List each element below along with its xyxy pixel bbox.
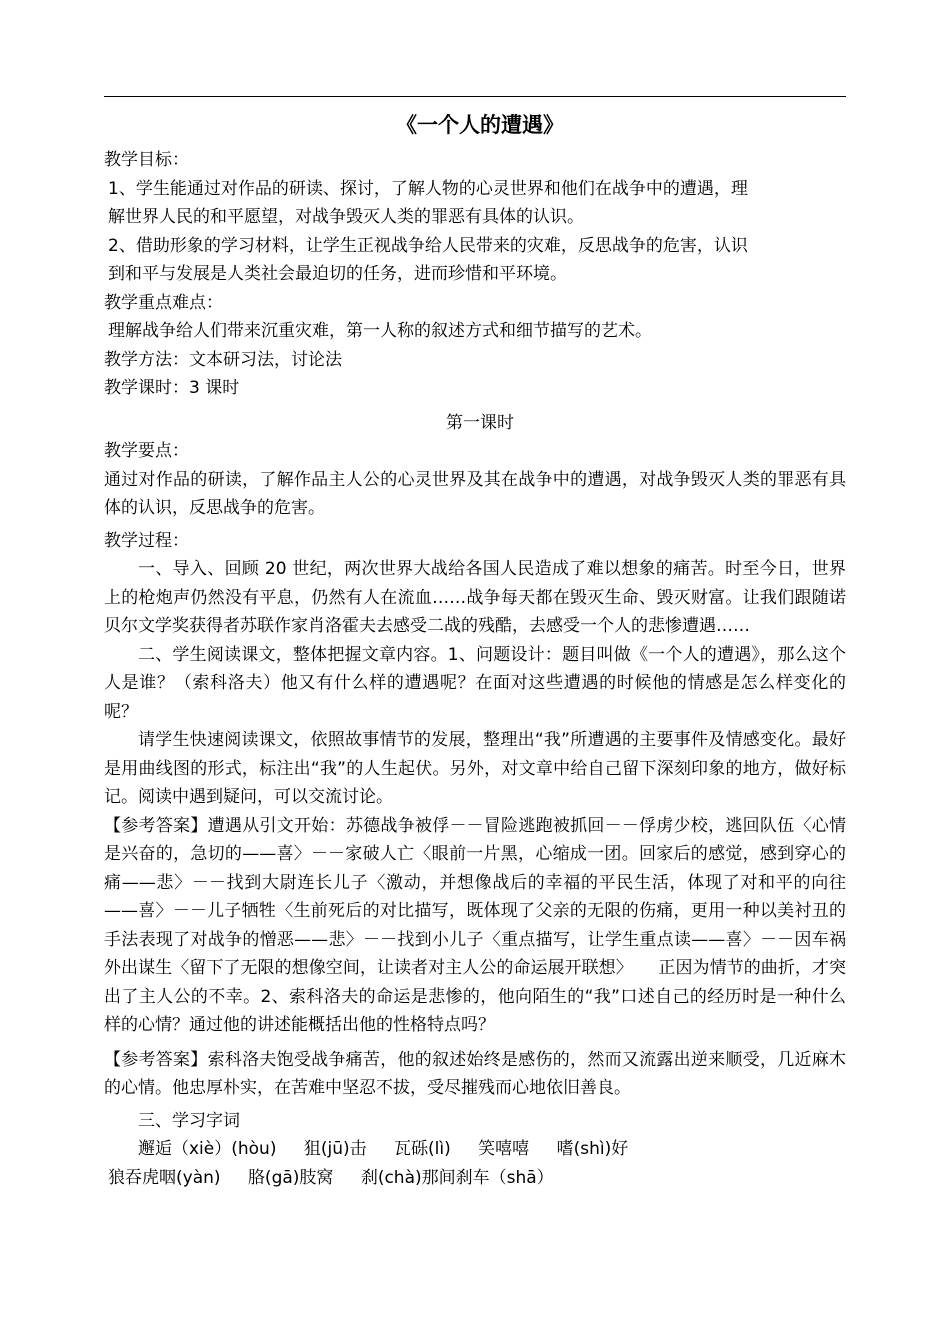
- goal-2-line-2: 到和平与发展是人类社会最迫切的任务，进而珍惜和平环境。: [108, 264, 567, 284]
- document-page: [104, 108, 856, 1192]
- vocab-item: 狼吞虎咽(yàn): [108, 1167, 221, 1188]
- document-title: 《一个人的遭遇》: [396, 112, 564, 137]
- key-points-text: 理解战争给人们带来沉重灾难，第一人称的叙述方式和细节描写的艺术。: [108, 321, 652, 341]
- goal-1-line-1: 1、学生能通过对作品的研读、探讨，了解人物的心灵世界和他们在战争中的遭遇，理: [108, 178, 748, 199]
- step-2-instructions: 请学生快速阅读课文，依照故事情节的发展，整理出“我”所遭遇的主要事件及情感变化。最好是用曲线图的形式，标注出“我”的人生起伏。另外，对文章中给自己留下深刻印象的地方，做好标记。阅读中遇到疑问，可以交流讨论。: [104, 730, 846, 807]
- goal-2-line-1: 2、借助形象的学习材料，让学生正视战争给人民带来的灾难，反思战争的危害，认识: [108, 235, 748, 256]
- step-1-paragraph: 一、导入、回顾 20 世纪，两次世界大战给各国人民造成了难以想象的痛苦。时至今日，世界上的枪炮声仍然没有平息，仍然有人在流血……战争每天都在毁灭生命、毁灭财富。让我们跟随诺贝尔文学奖获得者苏联作家肖洛霍夫去感受二战的残酷，去感受一个人的悲惨遭遇……: [104, 559, 846, 636]
- teaching-method: 教学方法：文本研习法，讨论法: [104, 349, 342, 370]
- vocab-item: 刹(chà)那间刹车（shā）: [360, 1167, 554, 1188]
- header-rule: [104, 96, 846, 97]
- vocab-item: 狙(jū)击: [303, 1139, 367, 1159]
- process-heading: 教学过程：: [104, 530, 189, 551]
- step-3-heading: 三、学习字词: [138, 1110, 240, 1131]
- goals-heading: 教学目标：: [104, 150, 189, 170]
- key-points-heading: 教学重点难点：: [104, 292, 223, 313]
- step-2-paragraph: 二、学生阅读课文，整体把握文章内容。1、问题设计：题目叫做《一个人的遭遇》，那么这个人是谁？（索科洛夫）他又有什么样的遭遇呢？在面对这些遭遇的时候他的情感是怎么样变化的呢？: [104, 644, 846, 722]
- reference-answer-1: 【参考答案】遭遇从引文开始：苏德战争被俘－－冒险逃跑被抓回－－俘虏少校，逃回队伍〈心情是兴奋的，急切的——喜〉－－家破人亡〈眼前一片黑，心缩成一团。回家后的感觉，感到穿心的痛——悲〉－－找到大尉连长儿子〈激动，并想像战后的幸福的平民生活，体现了对和平的向往——喜〉－－儿子牺牲〈生前死后的对比描写，既体现了父亲的无限的伤痛，更用一种以美衬丑的手法表现了对战争的憎恶——悲〉－－找到小儿子〈重点描写，让学生重点读——喜〉－－因车祸外出谋生〈留下了无限的想像空间，让读者对主人公的命运展开联想〉 正因为情节的曲折，才突出了主人公的不幸。2、索科洛夫的命运是悲惨的，他向陌生的“我”口述自己的经历时是一种什么样的心情？通过他的讲述能概括出他的性格特点吗？: [104, 815, 846, 1035]
- points-text: 通过对作品的研读，了解作品主人公的心灵世界及其在战争中的遭遇，对战争毁灭人类的罪恶有具体的认识，反思战争的危害。: [104, 469, 846, 518]
- vocab-row-2: [104, 1164, 856, 1193]
- vocab-row-1: [104, 1135, 856, 1164]
- teaching-hours: 教学课时：3 课时: [104, 378, 240, 398]
- vocab-item: 邂逅（xiè）(hòu): [138, 1139, 277, 1159]
- vocab-item: 笑嘻嘻: [478, 1139, 530, 1159]
- vocab-item: 嗜(shì)好: [556, 1139, 629, 1159]
- lesson-1-heading: 第一课时: [446, 412, 514, 433]
- points-heading: 教学要点：: [104, 441, 189, 461]
- vocab-item: 瓦砾(lì): [394, 1139, 451, 1159]
- vocab-item: 胳(gā)肢窝: [247, 1167, 334, 1188]
- goal-1-line-2: 解世界人民的和平愿望，对战争毁灭人类的罪恶有具体的认识。: [108, 207, 584, 227]
- reference-answer-2: 【参考答案】索科洛夫饱受战争痛苦，他的叙述始终是感伤的，然而又流露出逆来顺受，几近麻木的心情。他忠厚朴实，在苦难中坚忍不拔，受尽摧残而心地依旧善良。: [104, 1049, 846, 1098]
